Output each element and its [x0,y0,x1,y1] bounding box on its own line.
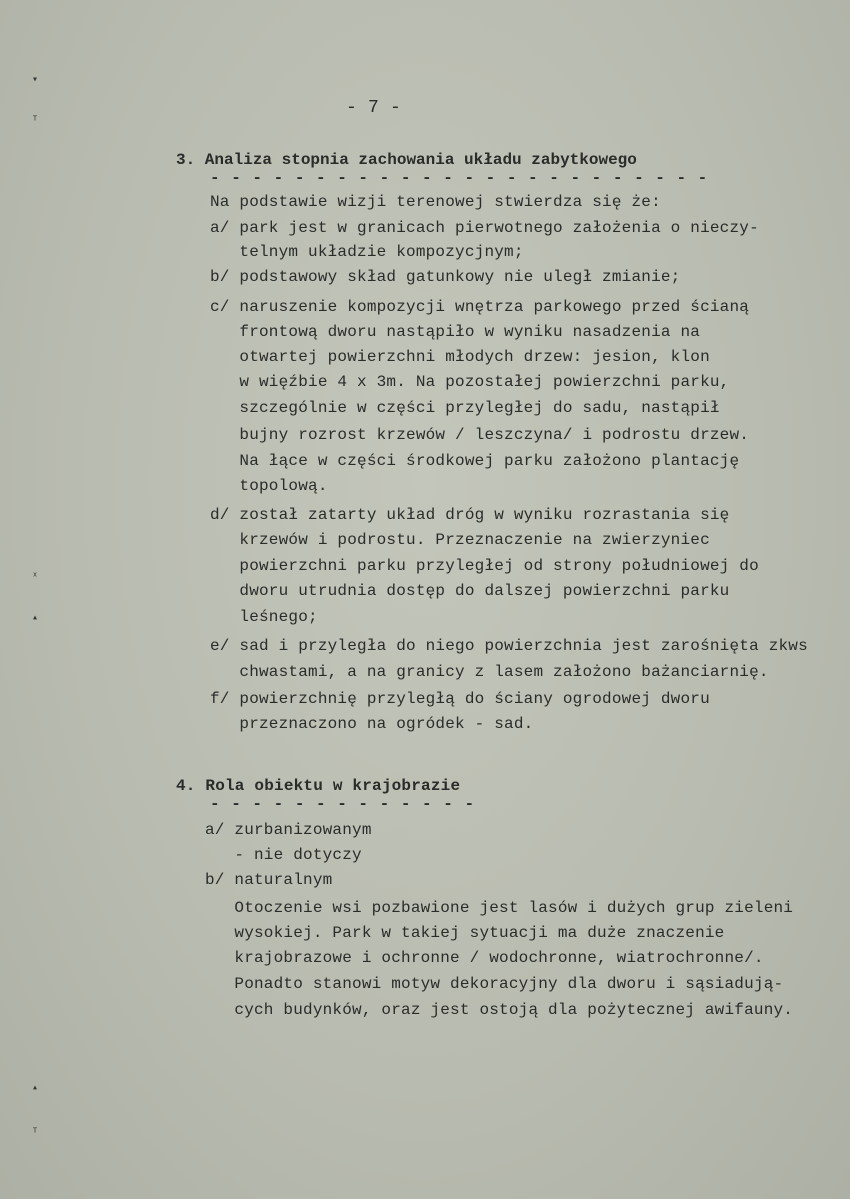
list-line: leśnego; [210,608,318,626]
list-line: w więźbie 4 x 3m. Na pozostałej powierzchni parku, [210,373,730,391]
section-4-heading: 4. Rola obiektu w krajobrazie [176,777,461,795]
list-line: chwastami, a na granicy z lasem założono bażanciarnię. [210,663,769,681]
list-line: Na łące w części środkowej parku założono plantację [210,452,740,470]
list-line: d/ został zatarty układ dróg w wyniku rozrastania się [210,506,730,524]
list-line: frontową dworu nastąpiło w wyniku nasadzenia na [210,323,701,341]
list-line: bujny rozrost krzewów / leszczyna/ i podrostu drzew. [210,426,750,444]
list-line: topolową. [210,477,328,495]
list-line: przeznaczono na ogródek - sad. [210,715,534,733]
list-line: wysokiej. Park w takiej sytuacji ma duże znaczenie [205,924,725,942]
list-line: powierzchni parku przyległej od strony południowej do [210,557,759,575]
list-line: c/ naruszenie kompozycji wnętrza parkowego przed ścianą [210,298,750,316]
section-3-intro: Na podstawie wizji terenowej stwierdza się że: [210,193,661,211]
page-number: - 7 - [346,98,402,118]
binder-hole-mark: ▴ [32,1083,39,1094]
list-line: Ponadto stanowi motyw dekoracyjny dla dworu i sąsiadują- [205,975,784,993]
list-line: cych budynków, oraz jest ostoją dla pożytecznej awifauny. [205,1001,794,1019]
list-line: otwartej powierzchni młodych drzew: jesion, klon [210,348,710,366]
list-line: f/ powierzchnię przyległą do ściany ogrodowej dworu [210,690,710,708]
section-3-underline: - - - - - - - - - - - - - - - - - - - - - - - - [210,169,709,187]
list-line: - nie dotyczy [205,846,362,864]
list-line: b/ podstawowy skład gatunkowy nie uległ zmianie; [210,268,681,286]
list-line: krzewów i podrostu. Przeznaczenie na zwierzyniec [210,531,710,549]
binder-hole-mark: ▾ [32,75,39,86]
list-line: krajobrazowe i ochronne / wodochronne, wiatrochronne/. [205,949,764,967]
binder-hole-mark: ˣ [32,572,39,583]
list-line: dworu utrudnia dostęp do dalszej powierzchni parku [210,582,730,600]
list-line: a/ park jest w granicach pierwotnego założenia o nieczy- [210,219,759,237]
list-line: b/ naturalnym [205,871,333,889]
section-4-underline: - - - - - - - - - - - - - [210,795,476,813]
list-line: telnym układzie kompozycjnym; [210,243,524,261]
list-line: a/ zurbanizowanym [205,821,372,839]
list-line: Otoczenie wsi pozbawione jest lasów i dużych grup zieleni [205,899,794,917]
binder-hole-mark: ▴ [32,613,39,624]
list-line: e/ sad i przyległa do niego powierzchnia jest zarośnięta zkws [210,637,808,655]
list-line: szczególnie w części przyległej do sadu, nastąpił [210,399,720,417]
section-3-heading: 3. Analiza stopnia zachowania układu zabytkowego [176,151,637,169]
binder-hole-mark: ᵀ [32,116,39,127]
binder-hole-mark: ᵀ [32,1128,39,1139]
